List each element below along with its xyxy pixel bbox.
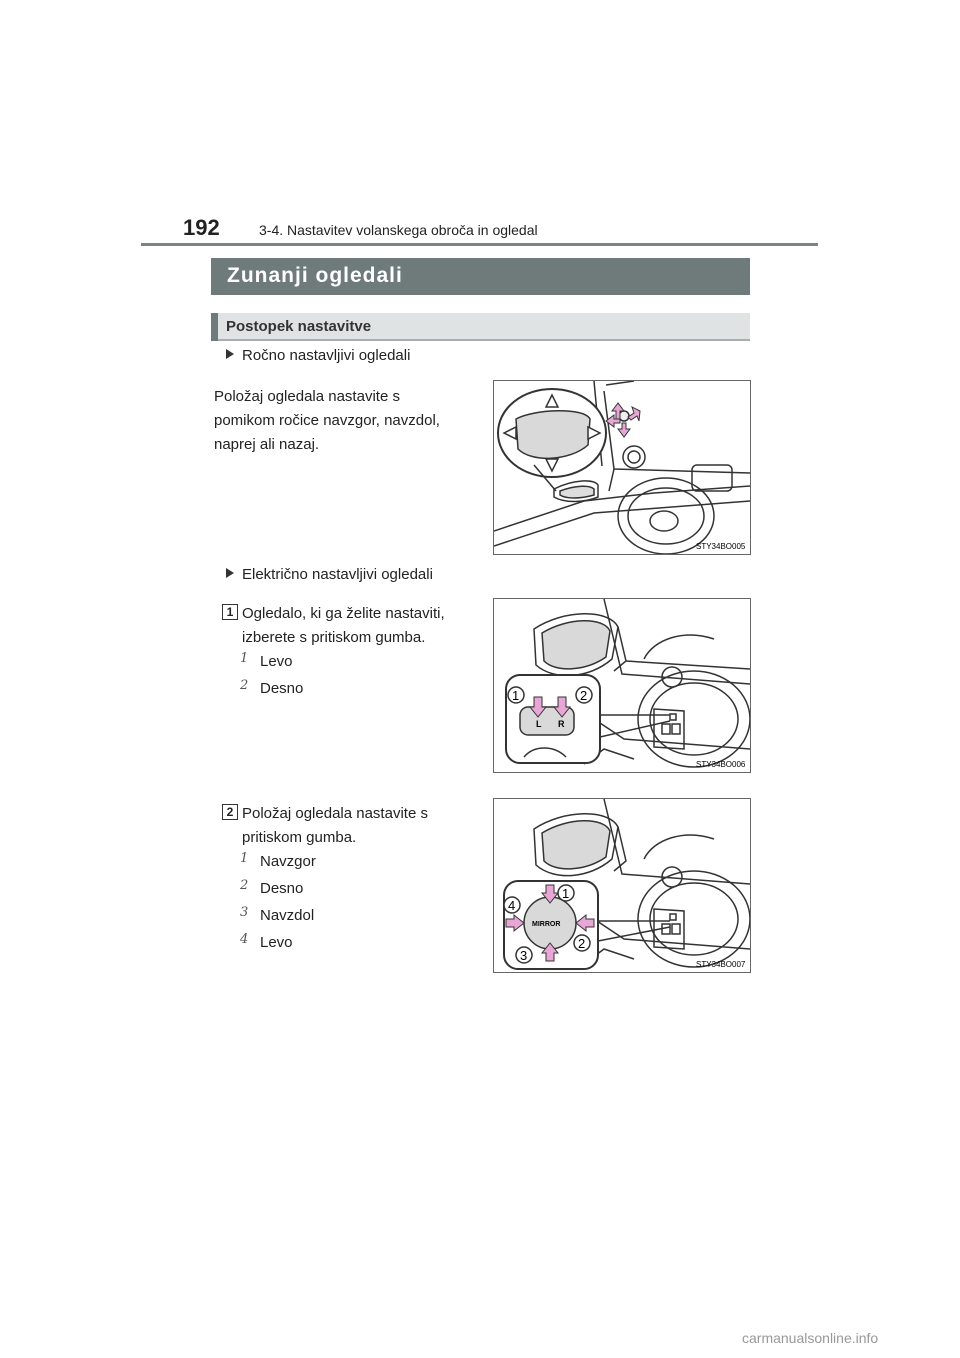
manual-text-line-2: pomikom ročice navzgor, navzdol, bbox=[214, 412, 440, 429]
step1-description bbox=[242, 602, 486, 650]
step-number-2: 2 bbox=[222, 804, 238, 820]
header-rule bbox=[141, 243, 818, 246]
electric-heading bbox=[226, 566, 433, 583]
section-header bbox=[211, 258, 750, 295]
manual-heading bbox=[226, 347, 410, 364]
step2-item-label-3: Navzdol bbox=[260, 907, 315, 924]
step1-text-line-2: izberete s pritiskom gumba. bbox=[242, 629, 426, 646]
manual-heading-text: Ročno nastavljivi ogledali bbox=[242, 347, 411, 364]
step2-text-line-1: Položaj ogledala nastavite s bbox=[242, 805, 428, 822]
mirror-adjust-illustration bbox=[494, 799, 750, 972]
subsection-title: Postopek nastavitve bbox=[226, 318, 372, 335]
step2-item-num-3: 3 bbox=[240, 905, 249, 920]
figure-code-1: STY34BO005 bbox=[696, 542, 746, 551]
step2-item-label-4: Levo bbox=[260, 934, 293, 951]
mirror-select-illustration bbox=[494, 599, 750, 772]
callout-2: 2 bbox=[580, 688, 588, 703]
button-label-right: R bbox=[558, 719, 565, 729]
callout-down: 3 bbox=[520, 948, 528, 963]
figure-code-3: STY34BO007 bbox=[696, 960, 746, 969]
manual-mirror-illustration bbox=[494, 381, 750, 554]
chapter-title: 3-4. Nastavitev volanskega obroča in ogledal bbox=[259, 222, 538, 238]
step1-text-line-1: Ogledalo, ki ga želite nastaviti, bbox=[242, 605, 445, 622]
step-number-1: 1 bbox=[222, 604, 238, 620]
callout-1: 1 bbox=[512, 688, 520, 703]
manual-description bbox=[214, 385, 486, 457]
subsection-header bbox=[211, 313, 750, 341]
step2-item-num-4: 4 bbox=[240, 932, 249, 947]
figure-mirror-adjust bbox=[493, 798, 751, 973]
callout-up: 1 bbox=[562, 886, 570, 901]
manual-text-line-1: Položaj ogledala nastavite s bbox=[214, 388, 400, 405]
page-number: 192 bbox=[183, 215, 220, 240]
electric-heading-text: Električno nastavljivi ogledali bbox=[242, 566, 433, 583]
step2-item-num-2: 2 bbox=[240, 878, 249, 893]
footer-watermark: carmanualsonline.info bbox=[742, 1330, 879, 1346]
step1-item-num-2: 2 bbox=[240, 678, 249, 693]
step2-item-label-1: Navzgor bbox=[260, 853, 316, 870]
step2-description bbox=[242, 802, 486, 850]
mirror-button-label: MIRROR bbox=[532, 921, 561, 928]
step1-item-label-2: Desno bbox=[260, 680, 304, 697]
callout-right: 2 bbox=[578, 936, 586, 951]
step2-item-label-2: Desno bbox=[260, 880, 304, 897]
step2-text-line-2: pritiskom gumba. bbox=[242, 829, 357, 846]
manual-text-line-3: naprej ali nazaj. bbox=[214, 436, 320, 453]
step1-item-num-1: 1 bbox=[240, 651, 249, 666]
figure-manual-mirror bbox=[493, 380, 751, 555]
step2-item-num-1: 1 bbox=[240, 851, 249, 866]
figure-code-2: STY34BO006 bbox=[696, 760, 746, 769]
button-label-left: L bbox=[536, 719, 542, 729]
bullet-triangle-icon bbox=[226, 568, 234, 578]
bullet-triangle-icon bbox=[226, 349, 234, 359]
figure-mirror-select bbox=[493, 598, 751, 773]
subsection-accent bbox=[211, 313, 218, 341]
step1-item-label-1: Levo bbox=[260, 653, 293, 670]
section-title: Zunanji ogledali bbox=[227, 264, 403, 287]
callout-left: 4 bbox=[508, 898, 516, 913]
